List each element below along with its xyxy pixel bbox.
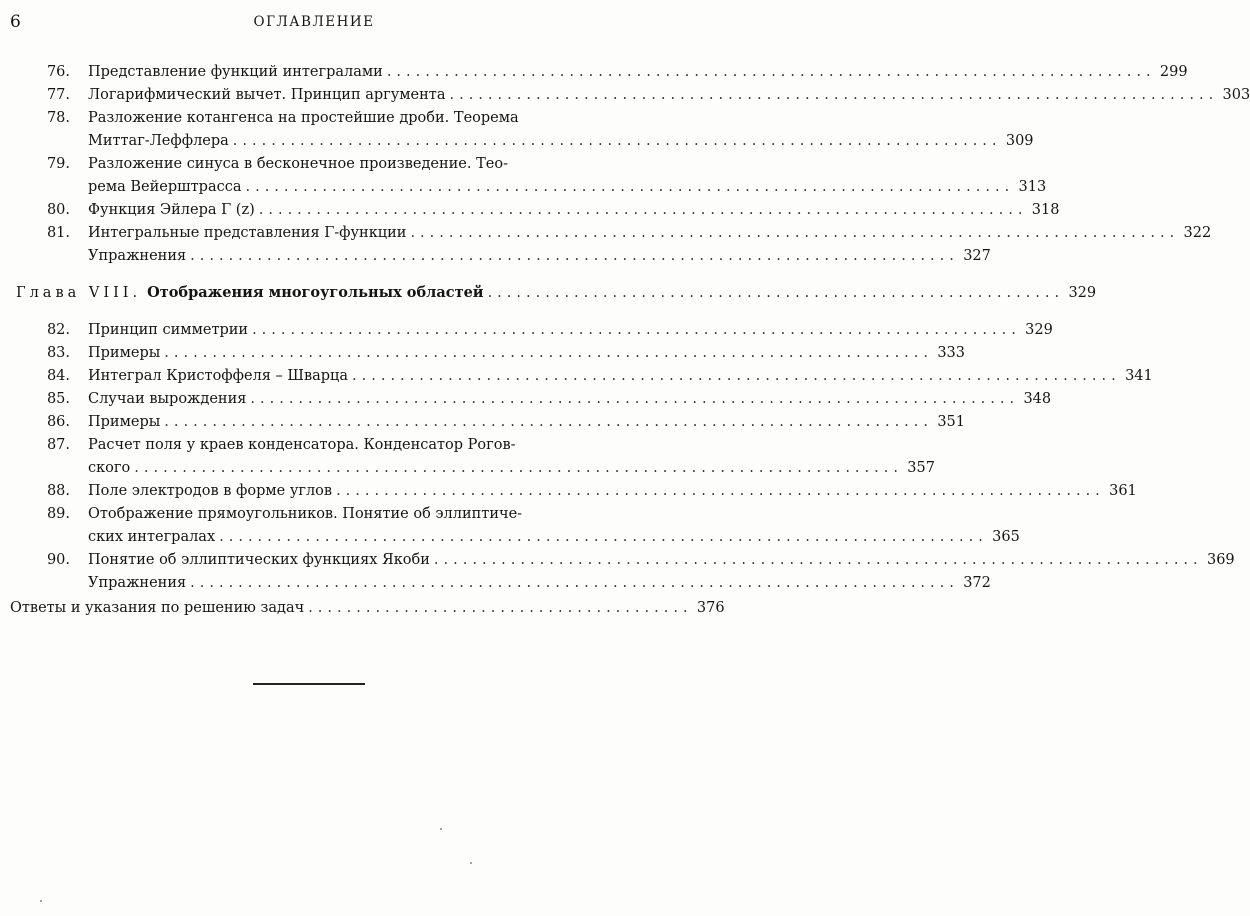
entry-title-line [88, 504, 608, 524]
entry-number: 90. [46, 552, 70, 568]
page-ref: 303 [1222, 87, 1250, 103]
leader-dots: ................................................................................ [258, 202, 1028, 218]
entry-title-text: Примеры [88, 345, 161, 361]
entry-title-text: ских интегралах [88, 529, 216, 545]
entry-title-line [88, 550, 1235, 570]
leader-dots: ................................................................................ [245, 179, 1015, 195]
page-ref: 318 [1031, 202, 1060, 218]
entry-number: 82. [46, 322, 70, 338]
chapter-title: Отображения многоугольных областей [147, 284, 484, 301]
entry-title-text: Поле электродов в форме углов [88, 483, 333, 499]
entry-title-line [88, 62, 1188, 82]
entry-title-line [88, 85, 1250, 105]
entry-title-text: Упражнения [88, 248, 187, 264]
page-ref: 313 [1018, 179, 1047, 195]
page-ref: 372 [963, 575, 991, 591]
entry-title-line [88, 458, 935, 478]
entry-title-line [88, 573, 991, 593]
leader-dots: ................................................................................ [449, 87, 1219, 103]
leader-dots: ................................................................................ [386, 64, 1156, 80]
page-ref: 351 [937, 414, 966, 430]
chapter-label: Глава VIII. [16, 285, 142, 301]
entry-title-text: Отображение прямоугольников. Понятие об эллиптиче- [88, 506, 523, 522]
page-ref: 376 [696, 600, 725, 616]
entry-title-line [88, 200, 1060, 220]
entry-title-line [88, 108, 608, 128]
page-ref: 365 [992, 529, 1020, 545]
entry-number: 83. [46, 345, 70, 361]
entry-title-line [88, 366, 1153, 386]
entry-number: 89. [46, 506, 70, 522]
entry-title-text: Интеграл Кристоффеля – Шварца [88, 368, 349, 384]
page-ref: 322 [1183, 225, 1212, 241]
closing-rule [253, 683, 365, 685]
entry-number: 86. [46, 414, 70, 430]
running-head: ОГЛАВЛЕНИЕ [253, 14, 375, 30]
entry-title-line [88, 246, 991, 266]
leader-dots: ................................................................................ [134, 460, 903, 476]
entry-title-text: Логарифмический вычет. Принцип аргумента [88, 87, 446, 103]
entry-number: 85. [46, 391, 70, 407]
entry-title-line [88, 223, 1212, 243]
entry-title-text: Функция Эйлера Γ (z) [88, 202, 255, 218]
leader-dots: ............................................................ [487, 285, 1065, 301]
entry-title-text: Разложение котангенса на простейшие дроби. Теорема [88, 110, 519, 126]
page-ref: 333 [937, 345, 966, 361]
leader-dots: ................................................................................ [190, 248, 959, 264]
answers-title: Ответы и указания по решению задач [10, 600, 305, 616]
entry-title-text: Упражнения [88, 575, 187, 591]
leader-dots: ................................................................................ [232, 133, 1002, 149]
leader-dots: ................................................................................ [190, 575, 959, 591]
print-speck [470, 862, 472, 864]
entry-number: 79. [46, 156, 70, 172]
entry-title-line [88, 481, 1137, 501]
entry-title-text: Интегральные представления Γ-функции [88, 225, 407, 241]
leader-dots: ................................................................................ [164, 345, 934, 361]
entry-title-line [88, 131, 1034, 151]
answers-line [10, 598, 725, 618]
leader-dots: ................................................................................ [410, 225, 1180, 241]
page-ref: 361 [1109, 483, 1137, 499]
page-ref: 348 [1023, 391, 1052, 407]
page-ref: 341 [1125, 368, 1153, 384]
entry-title-text: Миттаг-Леффлера [88, 133, 229, 149]
entry-title-line [88, 343, 966, 363]
entry-number: 80. [46, 202, 70, 218]
page-ref: 329 [1068, 285, 1097, 301]
entry-title-line [88, 320, 1053, 340]
entry-number: 76. [46, 64, 70, 80]
entry-number: 81. [46, 225, 70, 241]
page-ref: 309 [1005, 133, 1034, 149]
leader-dots: ................................................................................ [164, 414, 934, 430]
leader-dots: ................................................................................ [433, 552, 1203, 568]
leader-dots: ................................................................................ [352, 368, 1121, 384]
page-ref: 329 [1025, 322, 1053, 338]
entry-title-line [88, 154, 608, 174]
entry-title-line [88, 389, 1052, 409]
entry-title-text: Принцип симметрии [88, 322, 249, 338]
entry-title-line [88, 177, 1047, 197]
page-ref: 299 [1159, 64, 1188, 80]
leader-dots: ................................................................................ [336, 483, 1105, 499]
page-ref: 369 [1206, 552, 1235, 568]
leader-dots: ........................................ [308, 600, 693, 616]
entry-title-text: Разложение синуса в бесконечное произведение. Тео- [88, 156, 508, 172]
entry-title-text: Примеры [88, 414, 161, 430]
leader-dots: ................................................................................ [219, 529, 988, 545]
entry-title-text: Понятие об эллиптических функциях Якоби [88, 552, 430, 568]
entry-title-line [88, 412, 966, 432]
entry-title-line [88, 527, 1020, 547]
entry-number: 84. [46, 368, 70, 384]
chapter-line [16, 283, 1097, 303]
leader-dots: ................................................................................ [252, 322, 1021, 338]
entry-number: 78. [46, 110, 70, 126]
entry-title-text: Случаи вырождения [88, 391, 247, 407]
leader-dots: ................................................................................ [250, 391, 1020, 407]
entry-number: 87. [46, 437, 70, 453]
entry-title-line [88, 435, 608, 455]
page-number: 6 [10, 12, 21, 32]
page-ref: 327 [963, 248, 991, 264]
entry-number: 88. [46, 483, 70, 499]
print-speck [40, 900, 42, 902]
entry-title-text: ского [88, 460, 131, 476]
entry-number: 77. [46, 87, 70, 103]
entry-title-text: Расчет поля у краев конденсатора. Конденсатор Рогов- [88, 437, 516, 453]
entry-title-text: Представление функций интегралами [88, 64, 383, 80]
entry-title-text: рема Вейерштрасса [88, 179, 242, 195]
page-ref: 357 [907, 460, 935, 476]
print-speck [440, 828, 442, 830]
